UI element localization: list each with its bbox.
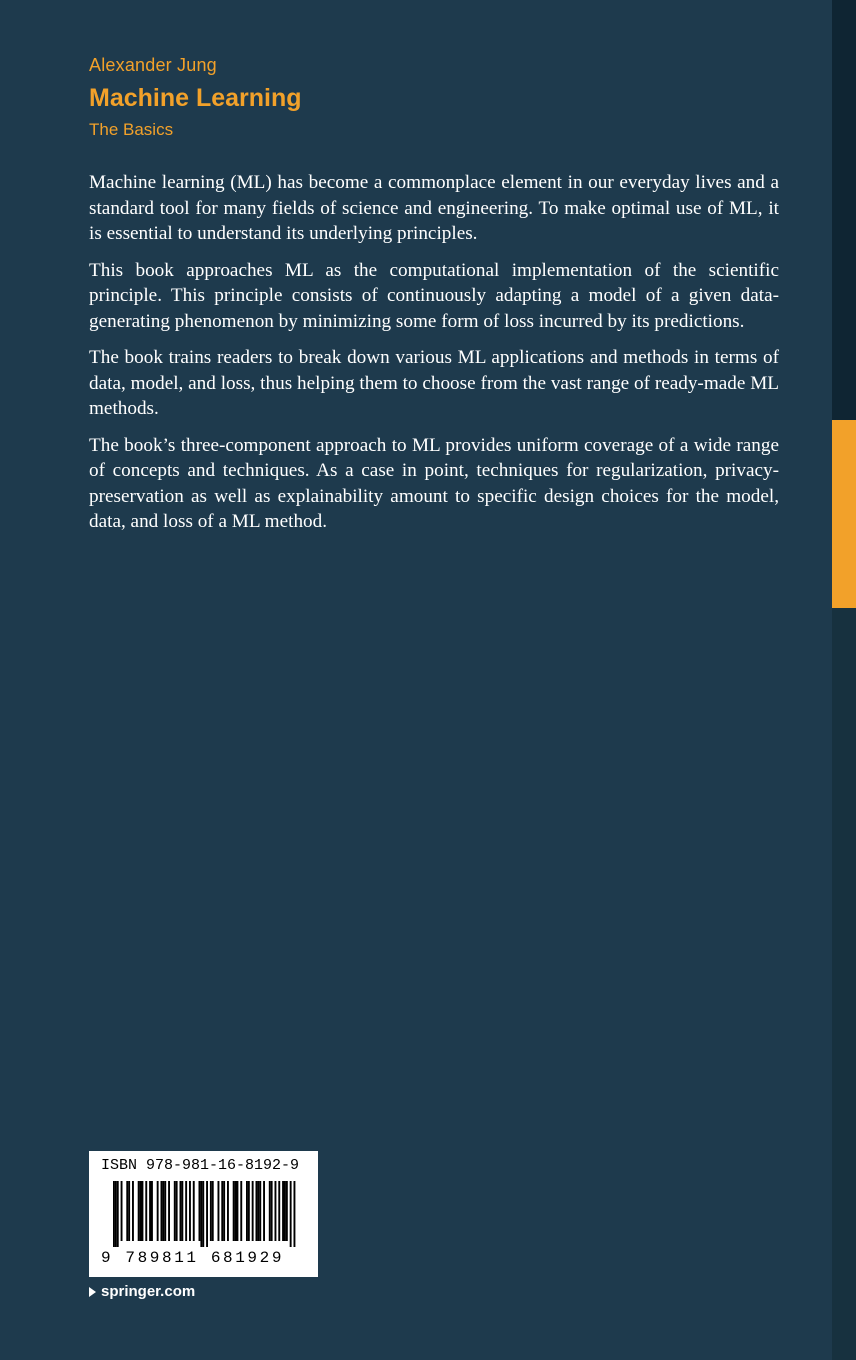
spine-accent-band	[832, 420, 856, 608]
blurb-paragraph-2: This book approaches ML as the computational implementation of the scientific principle. This principle consists of continuously adapting a model of a given data-generating phenomenon by minimizing some form of loss incurred by its predictions.	[89, 259, 779, 332]
arrow-right-icon	[89, 1287, 96, 1297]
isbn-label: ISBN 978-981-16-8192-9	[101, 1157, 300, 1174]
barcode-bars	[113, 1181, 297, 1247]
isbn-barcode	[89, 1151, 318, 1277]
barcode-digits: 9 789811 681929	[101, 1249, 285, 1267]
publisher-link[interactable]	[89, 1283, 195, 1300]
book-subtitle: The Basics	[89, 120, 174, 139]
book-title: Machine Learning	[89, 84, 302, 112]
author-name: Alexander Jung	[89, 55, 217, 75]
spine-dark-band	[832, 0, 856, 420]
blurb-paragraph-3: The book trains readers to break down various ML applications and methods in terms of data, model, and loss, thus helping them to choose from the vast range of ready-made ML methods.	[89, 347, 779, 419]
blurb-paragraph-4: The book’s three-component approach to ML provides uniform coverage of a wide range of concepts and techniques. As a case in point, techniques for regularization, privacy-preservation as well as explainability amount to specific design choices for the model, data, and loss of a ML method.	[89, 434, 779, 532]
publisher-link-text: springer.com	[101, 1283, 196, 1300]
blurb-paragraph-1: Machine learning (ML) has become a commonplace element in our everyday lives and a standard tool for many fields of science and engineering. To make optimal use of ML, it is essential to understand its underlying principles.	[89, 172, 779, 244]
blurb-text	[89, 170, 779, 546]
